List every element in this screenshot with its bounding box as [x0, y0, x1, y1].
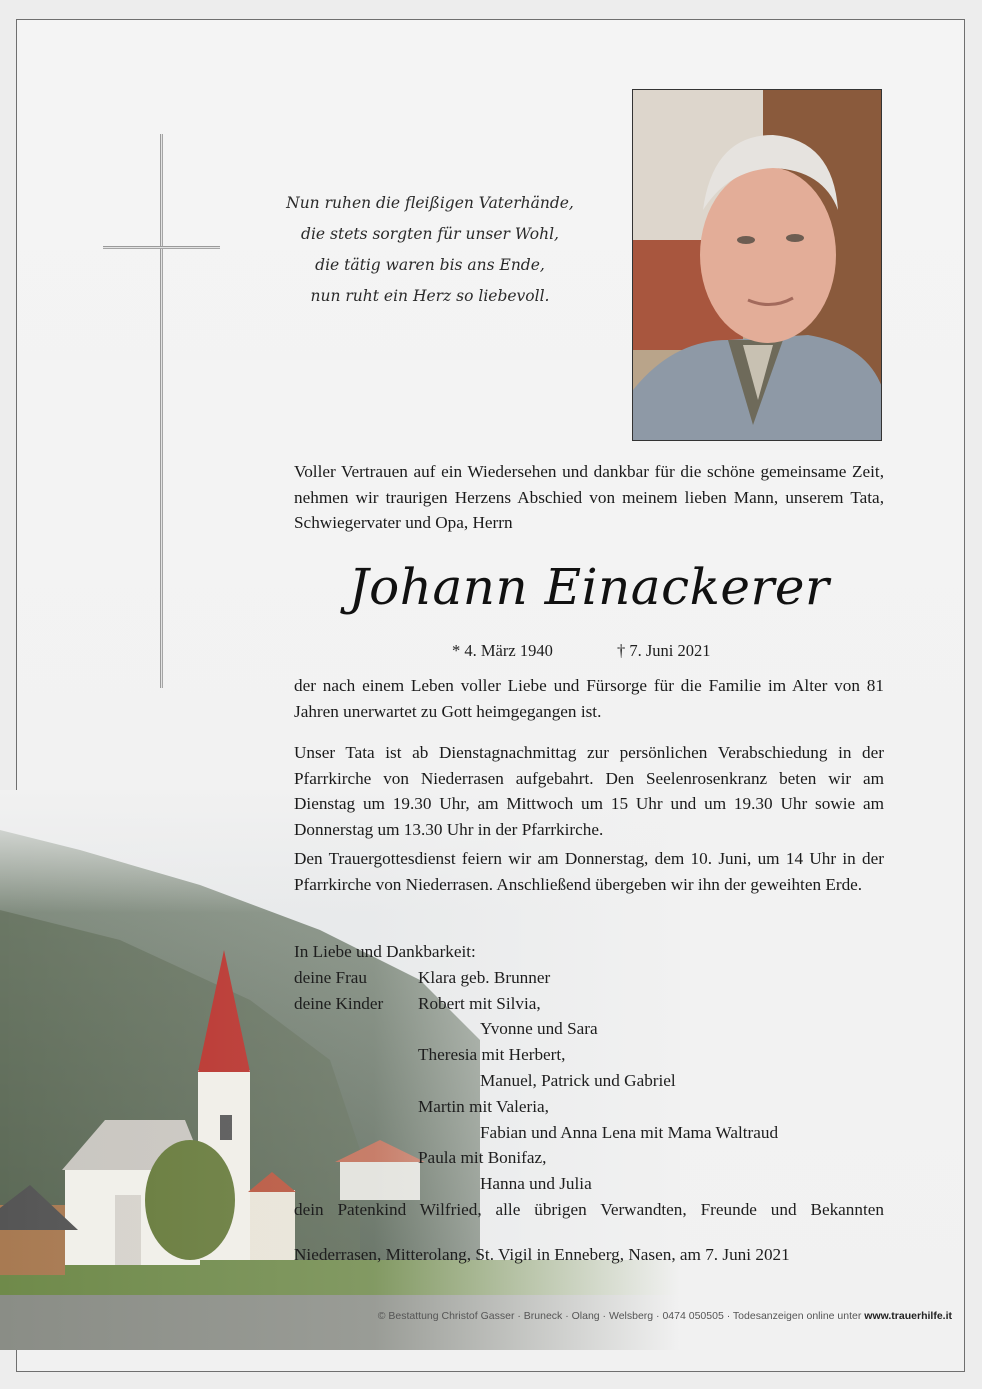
place-date: Niederrasen, Mitterolang, St. Vigil in Enneberg, Nasen, am 7. Juni 2021: [294, 1245, 790, 1264]
grandchildren-entry: Hanna und Julia: [480, 1174, 592, 1194]
grandchildren-entry: Manuel, Patrick und Gabriel: [480, 1070, 676, 1090]
child-entry: Theresia mit Herbert,: [418, 1045, 566, 1065]
wife-label: deine Frau: [294, 967, 368, 987]
child-entry: Robert mit Silvia,: [418, 993, 541, 1013]
poem-line: nun ruht ein Herz so liebevoll.: [310, 287, 550, 305]
child-entry: Martin mit Valeria,: [418, 1096, 549, 1116]
footer-link[interactable]: www.trauerhilfe.it: [864, 1310, 952, 1322]
portrait-photo: [632, 89, 882, 441]
poem-line: die tätig waren bis ans Ende,: [315, 256, 545, 274]
family-list: [294, 939, 884, 1223]
other-mourners: dein Patenkind Wilfried, alle übrigen Verwandten, Freunde und Bekannten: [294, 1199, 884, 1219]
footer-credit: [378, 1310, 952, 1322]
children-label: deine Kinder: [294, 993, 384, 1013]
death-date: † 7. Juni 2021: [617, 641, 711, 660]
cross-bar: [103, 246, 220, 249]
birth-date: * 4. März 1940: [452, 641, 553, 660]
grandchildren-entry: Fabian und Anna Lena mit Mama Waltraud: [480, 1122, 779, 1142]
cross-icon: [160, 134, 163, 688]
grandchildren-entry: Yvonne und Sara: [480, 1019, 598, 1039]
viewing-text: Unser Tata ist ab Dienstagnachmittag zur persönlichen Verabschiedung in der Pfarrkirche von Niederrasen aufgebahrt. Den Seelenrosenkranz beten wir am Dienstag um 19.30 Uhr, am Mittwoch um 15 Uhr und um 19.30 Uhr sowie am Donnerstag um 13.30 Uhr in der Pfarrkirche.: [294, 743, 884, 839]
child-entry: Paula mit Bonifaz,: [418, 1148, 547, 1168]
funeral-text: Den Trauergottesdienst feiern wir am Donnerstag, dem 10. Juni, um 14 Uhr in der Pfarrkirche von Niederrasen. Anschließend übergeben wir ihn der geweihten Erde.: [294, 849, 884, 894]
passing-text: der nach einem Leben voller Liebe und Fürsorge für die Familie im Alter von 81 Jahren unerwartet zu Gott heimgegangen ist.: [294, 676, 884, 721]
intro-text: Voller Vertrauen auf ein Wiedersehen und dankbar für die schöne gemeinsame Zeit, nehmen wir traurigen Herzens Abschied von meinem lieben Mann, unserem Tata, Schwiegervater und Opa, Herrn: [294, 462, 884, 533]
wife-name: Klara geb. Brunner: [418, 967, 551, 987]
footer-text: © Bestattung Christof Gasser · Bruneck · Olang · Welsberg · 0474 050505 · Todesanzeigen online unter: [377, 1310, 865, 1322]
family-heading: In Liebe und Dankbarkeit:: [294, 942, 476, 961]
deceased-name: Johann Einackerer: [348, 558, 830, 616]
memorial-poem: [250, 188, 610, 312]
poem-line: Nun ruhen die fleißigen Vaterhände,: [286, 194, 574, 212]
poem-line: die stets sorgten für unser Wohl,: [301, 225, 559, 243]
